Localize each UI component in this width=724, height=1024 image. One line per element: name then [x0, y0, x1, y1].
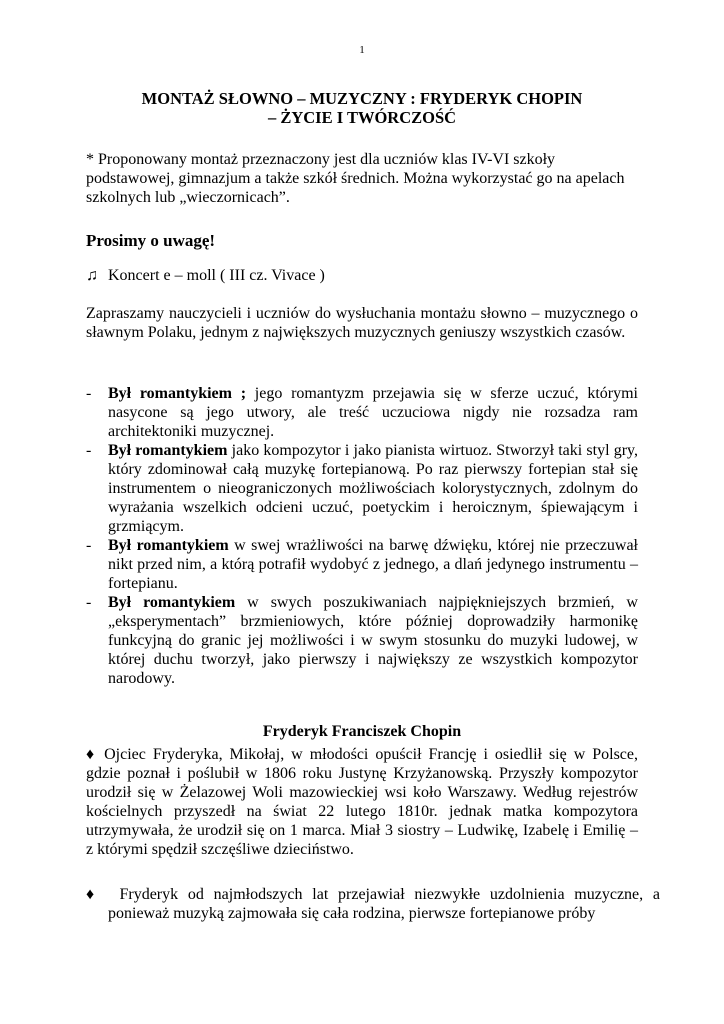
- list-item-bold: Był romantykiem: [108, 442, 228, 459]
- biography-paragraph-2: [86, 885, 660, 923]
- intro-paragraph: * Proponowany montaż przeznaczony jest dla uczniów klas IV-VI szkoły podstawowej, gimnazjum a także szkół średnich. Można wykorzystać go na apelach szkolnych lub „wieczornicach”.: [86, 151, 625, 206]
- romantic-list: [86, 384, 638, 688]
- concert-line: [86, 266, 638, 285]
- title-line-1: MONTAŻ SŁOWNO – MUZYCZNY : FRYDERYK CHOPIN: [141, 89, 583, 108]
- attention-heading: Prosimy o uwagę!: [86, 231, 216, 250]
- section-heading: Fryderyk Franciszek Chopin: [262, 723, 462, 740]
- list-item: [86, 384, 638, 441]
- music-note-icon: ♫: [86, 267, 98, 284]
- list-item: [86, 536, 638, 593]
- page-title: [86, 89, 638, 127]
- biography-paragraph-1: [86, 745, 638, 859]
- dash-bullet: -: [86, 442, 92, 459]
- list-item-bold: Był romantykiem: [108, 594, 236, 611]
- list-item-text: jako kompozytor i jako pianista wirtuoz. Stworzył taki styl gry, który zdominował całą muzykę fortepianową. Po raz pierwszy fortepian stał się instrumentem o nieograniczonych możliwościach kolorystycznych, zdolnym do wyrażania wszelkich odcieni uczuć, poetyckim i heroicznym, śpiewającym i grzmiącym.: [108, 442, 638, 535]
- title-line-2: – ŻYCIE I TWÓRCZOŚĆ: [267, 108, 457, 127]
- dash-bullet: -: [86, 385, 92, 402]
- dash-bullet: -: [86, 594, 92, 611]
- concert-title: Koncert e – moll ( III cz. Vivace ): [108, 267, 325, 284]
- list-item-text: jego romantyzm przejawia się w sferze uczuć, którymi nasycone są jego utwory, ale treść uczuciowa nigdy nie rozsadza ram architektoniki muzycznej.: [108, 385, 639, 440]
- list-item-bold: Był romantykiem: [108, 537, 229, 554]
- list-item-text: w swej wrażliwości na barwę dźwięku, której nie przeczuwał nikt przed nim, a którą potrafił wydobyć z jednego, a dlań jedynego instrumentu – fortepianu.: [108, 537, 638, 592]
- invitation-paragraph: Zapraszamy nauczycieli i uczniów do wysłuchania montażu słowno – muzycznego o sławnym Polaku, jednym z największych muzycznych geniuszy wszystkich czasów.: [86, 305, 638, 341]
- diamond-bullet-icon: ♦: [86, 886, 100, 903]
- list-item-text: w swych poszukiwaniach najpiękniejszych brzmień, w „eksperymentach” brzmieniowych, które później doprowadziły harmonikę funkcyjną do granic jej możliwości i w swym stosunku do muzyki ludowej, w której duchu tworzył, jako pierwszy i największy ze wszystkich kompozytor narodowy.: [108, 594, 638, 687]
- diamond-bullet-icon: ♦: [86, 746, 98, 763]
- page-number: 1: [359, 44, 365, 56]
- list-item-bold: Był romantykiem ;: [108, 385, 247, 402]
- biography-text-2: Fryderyk od najmłodszych lat przejawiał niezwykłe uzdolnienia muzyczne, a ponieważ muzyką zajmowała się cała rodzina, pierwsze fortepianowe próby: [108, 886, 661, 922]
- dash-bullet: -: [86, 537, 92, 554]
- list-item: [86, 441, 638, 536]
- list-item: [86, 593, 638, 688]
- biography-text-1: Ojciec Fryderyka, Mikołaj, w młodości opuścił Francję i osiedlił się w Polsce, gdzie poznał i poślubił w 1806 roku Justynę Krzyżanowską. Przyszły kompozytor urodził się w Żelazowej Woli mazowieckiej wsi koło Warszawy. Według rejestrów kościelnych przyszedł na świat 22 lutego 1810r. jednak matka kompozytora utrzymywała, że urodził się on 1 marca. Miał 3 siostry – Ludwikę, Izabelę i Emilię – z którymi spędził szczęśliwe dzieciństwo.: [86, 746, 638, 858]
